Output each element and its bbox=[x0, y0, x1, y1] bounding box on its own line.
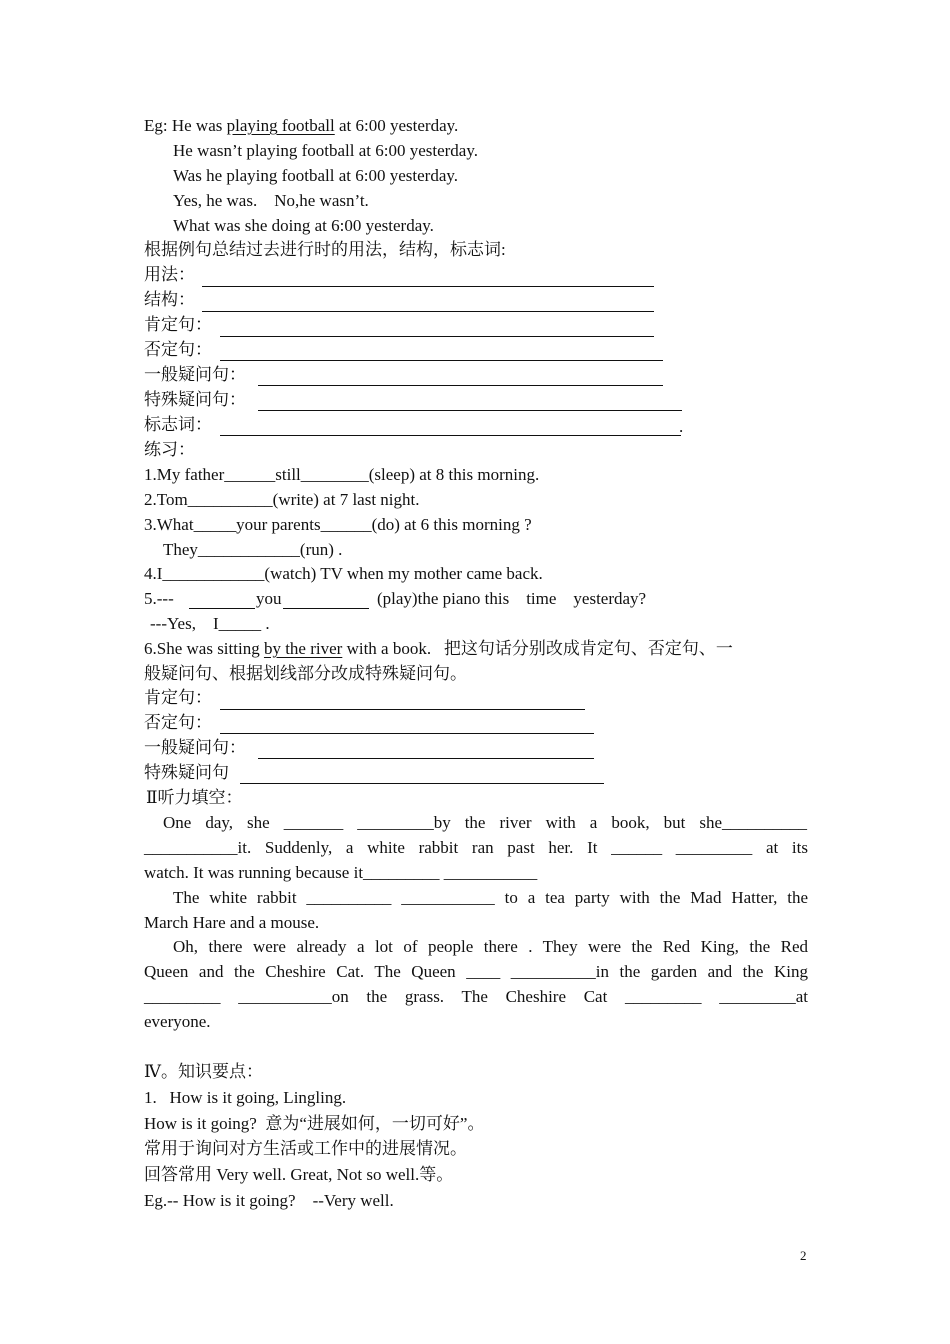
knowledge-line-2: How is it going? 意为“进展如何，一切可好”。 bbox=[144, 1114, 485, 1133]
page-number: 2 bbox=[800, 1248, 807, 1263]
practice-q6 bbox=[144, 637, 808, 661]
special-question-answer-line bbox=[258, 410, 682, 411]
usage-answer-line bbox=[202, 286, 654, 287]
underlined-phrase: playing football bbox=[226, 116, 335, 135]
general-question-label: 一般疑问句： bbox=[144, 365, 246, 384]
structure-label: 结构： bbox=[144, 290, 195, 309]
usage-label: 用法： bbox=[144, 265, 195, 284]
example-line-5: What was she doing at 6:00 yesterday. bbox=[173, 216, 434, 235]
example-line-2: He wasn’t playing football at 6:00 yesterday. bbox=[173, 141, 478, 160]
q6-special-label: 特殊疑问句 bbox=[144, 763, 229, 782]
q6-affirmative-label: 肯定句： bbox=[144, 688, 212, 707]
q6-negative-line bbox=[220, 733, 594, 734]
practice-q3-answer: They____________(run) . bbox=[163, 540, 343, 559]
listening-heading: Ⅱ听力填空： bbox=[146, 788, 243, 807]
knowledge-line-4: 回答常用 Very well. Great, Not so well.等。 bbox=[144, 1165, 454, 1184]
practice-heading: 练习： bbox=[144, 440, 195, 459]
example-text: Eg: He was bbox=[144, 116, 227, 135]
q6-negative-label: 否定句： bbox=[144, 713, 212, 732]
example-text: at 6:00 yesterday. bbox=[334, 116, 459, 135]
listening-p2-l1: The white rabbit __________ ___________ to a tea party with the Mad Hatter, the bbox=[173, 888, 808, 907]
practice-q3: 3.What_____your parents______(do) at 6 this morning ? bbox=[144, 515, 532, 534]
listening-p3-l3: _________ ___________on the grass. The Cheshire Cat _________ _________at bbox=[144, 987, 808, 1006]
example-line-3: Was he playing football at 6:00 yesterday. bbox=[173, 166, 459, 185]
listening-p2-l2: March Hare and a mouse. bbox=[144, 913, 320, 932]
practice-q5-answer: ---Yes, I_____ . bbox=[150, 614, 270, 633]
example-line-4: Yes, he was. No,he wasn’t. bbox=[173, 191, 369, 210]
example-line-1 bbox=[144, 114, 808, 138]
q6-affirmative-line bbox=[220, 709, 585, 710]
listening-p1-l2: ___________it. Suddenly, a white rabbit ran past her. It ______ _________ at its bbox=[144, 838, 808, 857]
listening-p3-l2: Queen and the Cheshire Cat. The Queen ____ __________in the garden and the King bbox=[144, 962, 808, 981]
affirmative-answer-line bbox=[220, 336, 654, 337]
practice-q1: 1.My father______still________(sleep) at 8 this morning. bbox=[144, 465, 540, 484]
listening-p3-l4: everyone. bbox=[144, 1012, 211, 1031]
listening-p3-l1: Oh, there were already a lot of people there . They were the Red King, the Red bbox=[173, 937, 808, 956]
underlined-phrase: by the river bbox=[263, 639, 343, 658]
negative-label: 否定句： bbox=[144, 340, 212, 359]
q6-general-line bbox=[258, 758, 594, 759]
signal-period: . bbox=[679, 417, 684, 436]
q6-text: with a book. 把这句话分别改成肯定句、否定句、一 bbox=[342, 639, 733, 658]
summary-intro: 根据例句总结过去进行时的用法，结构，标志词: bbox=[144, 240, 506, 259]
structure-answer-line bbox=[202, 311, 654, 312]
q6-text: 6.She was sitting bbox=[144, 639, 264, 658]
listening-p1-l1: One day, she _______ _________by the river with a book, but she__________ bbox=[163, 813, 807, 832]
general-question-answer-line bbox=[258, 385, 663, 386]
practice-q2: 2.Tom__________(write) at 7 last night. bbox=[144, 490, 420, 509]
knowledge-heading: Ⅳ。知识要点： bbox=[144, 1062, 263, 1081]
practice-q4: 4.I____________(watch) TV when my mother came back. bbox=[144, 564, 543, 583]
q5-blank-2 bbox=[283, 608, 369, 609]
q6-general-label: 一般疑问句： bbox=[144, 738, 246, 757]
listening-p1-l3: watch. It was running because it_________ ___________ bbox=[144, 863, 538, 882]
negative-answer-line bbox=[220, 360, 663, 361]
signal-words-label: 标志词： bbox=[144, 415, 212, 434]
practice-q6-line-2: 般疑问句、根据划线部分改成特殊疑问句。 bbox=[144, 664, 467, 683]
knowledge-line-3: 常用于询问对方生活或工作中的进展情况。 bbox=[144, 1139, 467, 1158]
affirmative-label: 肯定句： bbox=[144, 315, 212, 334]
practice-q5-you: you bbox=[256, 589, 282, 608]
q5-blank-1 bbox=[189, 608, 255, 609]
knowledge-point-1: 1. How is it going, Lingling. bbox=[144, 1088, 347, 1107]
signal-words-answer-line bbox=[220, 435, 681, 436]
practice-q5-rest: (play)the piano this time yesterday? bbox=[377, 589, 647, 608]
q6-special-line bbox=[240, 783, 604, 784]
knowledge-example: Eg.-- How is it going? --Very well. bbox=[144, 1191, 394, 1210]
practice-q5-num: 5.--- bbox=[144, 589, 174, 608]
special-question-label: 特殊疑问句： bbox=[144, 390, 246, 409]
